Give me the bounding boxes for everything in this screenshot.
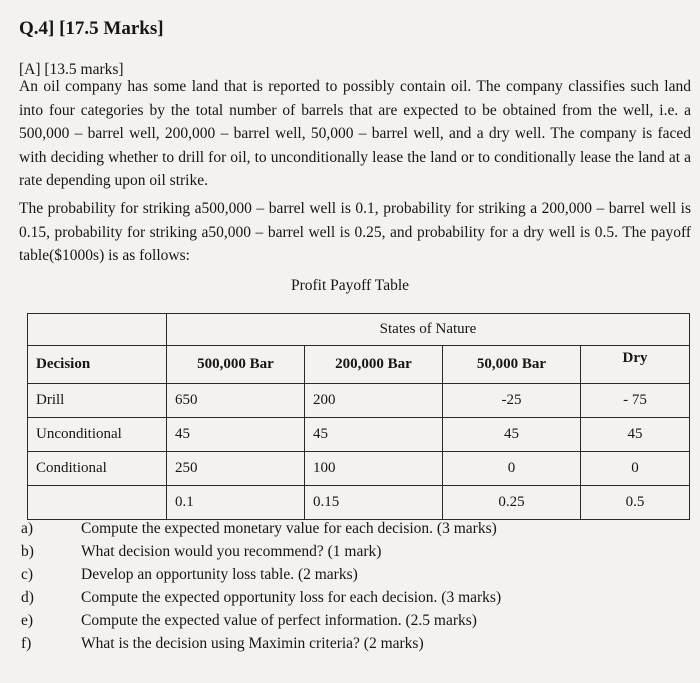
value-cell: 45 <box>581 418 690 452</box>
payoff-table <box>27 313 690 520</box>
table-header-row-states <box>28 314 690 346</box>
empty-cell <box>28 486 167 520</box>
decision-cell: Unconditional <box>28 418 167 452</box>
problem-paragraph-2: The probability for striking a500,000 – barrel well is 0.1, probability for striking a 200,000 – barrel well is 0.15, probability for striking a50,000 – barrel well is 0.25, and probability for a dry well is 0.5. The payoff table($1000s) is as follows: <box>19 200 691 264</box>
probability-cell: 0.5 <box>581 486 690 520</box>
empty-header-cell <box>28 314 167 346</box>
decision-cell: Conditional <box>28 452 167 486</box>
probability-cell: 0.15 <box>305 486 443 520</box>
column-header: 50,000 Bar <box>443 346 581 384</box>
task-label: d) <box>21 589 34 606</box>
problem-paragraph-1: An oil company has some land that is reported to possibly contain oil. The company classifies such land into four categories by the total number of barrels that are expected to be obtained from the well, i.e. a 500,000 – barrel well, 200,000 – barrel well, 50,000 – barrel well, and a dry well. The company is faced with deciding whether to drill for oil, to unconditionally lease the land or to conditionally lease the land at a rate depending upon oil strike. <box>19 78 691 189</box>
table-row <box>28 452 690 486</box>
value-cell: 650 <box>167 384 305 418</box>
list-item <box>19 540 501 563</box>
task-text: Develop an opportunity loss table. (2 marks) <box>81 566 358 583</box>
value-cell: 45 <box>167 418 305 452</box>
task-label: e) <box>21 612 34 629</box>
task-text: What decision would you recommend? (1 mark) <box>81 543 382 560</box>
task-text: Compute the expected opportunity loss for each decision. (3 marks) <box>81 589 502 606</box>
table-row <box>28 384 690 418</box>
value-cell: 45 <box>443 418 581 452</box>
task-label: f) <box>21 635 32 652</box>
task-text: What is the decision using Maximin criteria? (2 marks) <box>81 635 424 652</box>
table-caption: Profit Payoff Table <box>290 277 410 294</box>
list-item <box>19 586 501 609</box>
value-cell: 100 <box>305 452 443 486</box>
column-header: 500,000 Bar <box>167 346 305 384</box>
value-cell: 45 <box>305 418 443 452</box>
probability-cell: 0.1 <box>167 486 305 520</box>
states-of-nature-header: States of Nature <box>167 314 690 346</box>
decision-header: Decision <box>28 346 167 384</box>
column-header: Dry <box>581 346 690 384</box>
table-row <box>28 418 690 452</box>
task-text: Compute the expected value of perfect information. (2.5 marks) <box>81 612 477 629</box>
list-item <box>19 517 501 540</box>
value-cell: 0 <box>443 452 581 486</box>
task-label: a) <box>21 520 34 537</box>
probability-row <box>28 486 690 520</box>
value-cell: 250 <box>167 452 305 486</box>
list-item <box>19 563 501 586</box>
value-cell: - 75 <box>581 384 690 418</box>
part-label: [A] [13.5 marks] <box>19 61 124 78</box>
list-item <box>19 632 501 655</box>
question-title: Q.4] [17.5 Marks] <box>19 18 164 39</box>
decision-cell: Drill <box>28 384 167 418</box>
value-cell: -25 <box>443 384 581 418</box>
task-text: Compute the expected monetary value for each decision. (3 marks) <box>81 520 497 537</box>
value-cell: 200 <box>305 384 443 418</box>
list-item <box>19 609 501 632</box>
value-cell: 0 <box>581 452 690 486</box>
task-label: c) <box>21 566 34 583</box>
probability-cell: 0.25 <box>443 486 581 520</box>
table-header-row-columns <box>28 346 690 384</box>
task-list <box>19 517 501 655</box>
task-label: b) <box>21 543 34 560</box>
column-header: 200,000 Bar <box>305 346 443 384</box>
